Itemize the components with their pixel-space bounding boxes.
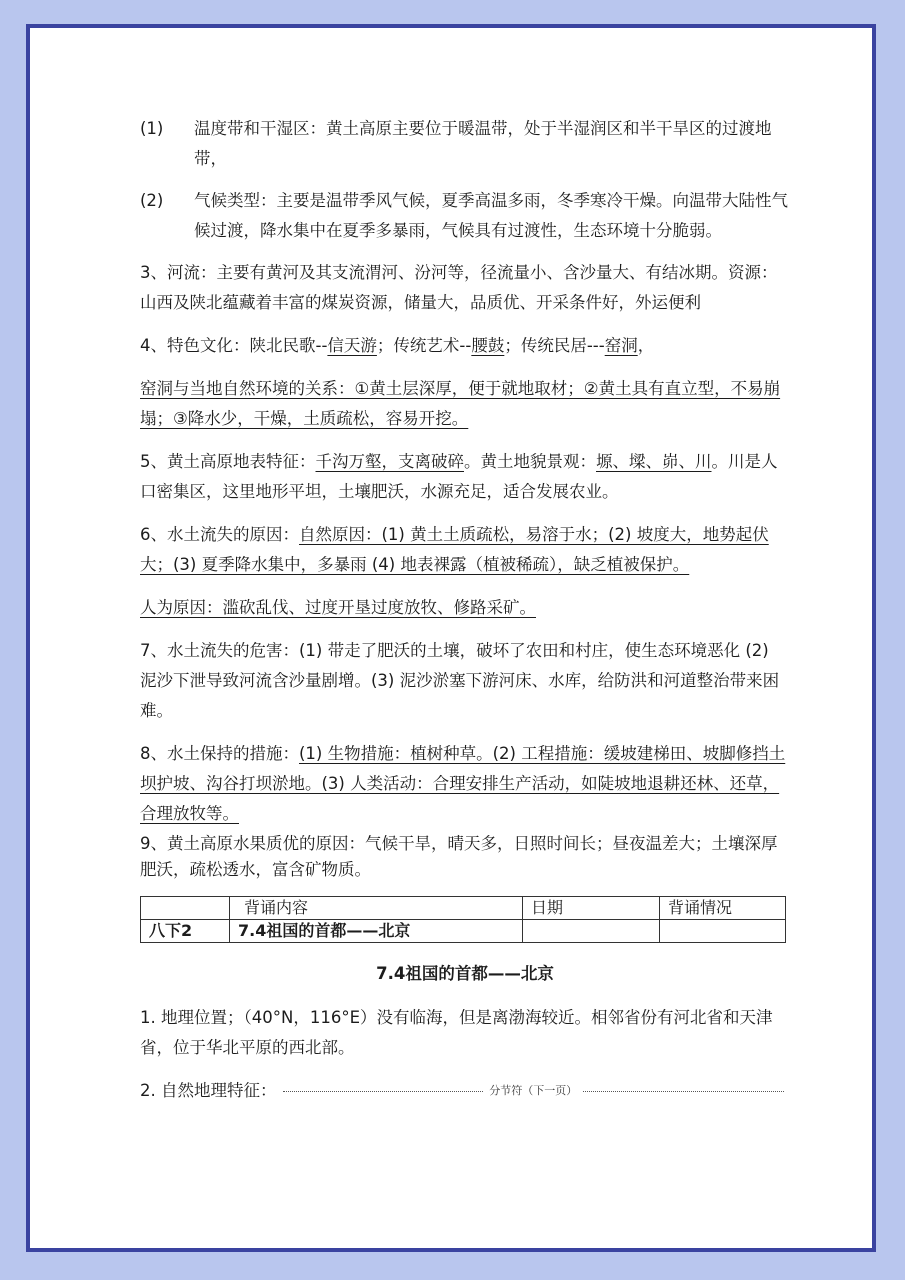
table-cell <box>660 920 786 943</box>
table-cell: 7.4祖国的首都——北京 <box>230 920 523 943</box>
paragraph-fruit: 9、黄土高原水果质优的原因：气候干旱，晴天多，日照时间长；昼夜温差大；土壤深厚肥沃，疏松透水，富含矿物质。 <box>140 834 778 879</box>
table-cell: 八下2 <box>141 920 230 943</box>
underlined-text: 腰鼓 <box>471 336 505 355</box>
table-row <box>141 920 786 943</box>
text: 6、水土流失的原因： <box>140 525 299 544</box>
paragraph-landform <box>140 447 790 507</box>
underlined-text: 窑洞 <box>604 336 638 355</box>
paragraph-erosion-causes <box>140 520 790 580</box>
table-cell: 日期 <box>523 897 660 920</box>
text: ， <box>637 336 655 355</box>
item-text: 气候类型：主要是温带季风气候，夏季高温多雨，冬季寒冷干燥。向温带大陆性气候过渡，降水集中在夏季多暴雨，气候具有过渡性，生态环境十分脆弱。 <box>194 191 788 240</box>
text: 。黄土地貌景观： <box>464 452 596 471</box>
paragraph-rivers: 3、河流：主要有黄河及其支流渭河、汾河等，径流量小、含沙量大、有结冰期。资源：山西及陕北蕴藏着丰富的煤炭资源，储量大，品质优、开采条件好，外运便利 <box>140 263 778 312</box>
table-cell <box>141 897 230 920</box>
underlined-text: 人为原因：滥砍乱伐、过度开垦过度放牧、修路采矿。 <box>140 598 536 617</box>
heading-natural-features: 2. 自然地理特征： <box>140 1081 277 1100</box>
underlined-text: 千沟万壑，支离破碎 <box>315 452 464 471</box>
paragraph-cave-dwelling <box>140 374 790 434</box>
table-header-row <box>141 897 786 920</box>
page-frame <box>26 24 876 1252</box>
list-item <box>140 186 790 246</box>
text: 4、特色文化：陕北民歌-- <box>140 336 328 355</box>
underlined-text: (1) 生物措施：植树种草。(2) 工程措施：缓坡建梯田、坡脚修挡土坝护坡、沟谷打坝淤地。(3) 人类活动：合理安排生产活动，如陡坡地退耕还林、还草，合理放牧等。 <box>140 744 786 823</box>
section-break-line <box>140 1076 790 1106</box>
text: 。川是人口密集区，这里地形平坦，土壤肥沃，水源充足，适合发展农业。 <box>140 452 778 501</box>
text: 5、黄土高原地表特征： <box>140 452 316 471</box>
underlined-text: 塬、墚、峁、川 <box>596 452 712 471</box>
table-cell <box>523 920 660 943</box>
table-cell: 背诵情况 <box>660 897 786 920</box>
document-body <box>140 114 790 1106</box>
underlined-text: 窑洞与当地自然环境的关系：①黄土层深厚，便于就地取材；②黄土具有直立型，不易崩塌；③降水少，干燥，土质疏松，容易开挖。 <box>140 379 781 428</box>
paragraph-conservation <box>140 739 790 829</box>
underlined-text: 自然原因：(1) 黄土土质疏松，易溶于水；(2) 坡度大，地势起伏大；(3) 夏季降水集中，多暴雨 (4) 地表裸露（植被稀疏），缺乏植被保护。 <box>140 525 769 574</box>
underlined-text: 信天游 <box>327 336 377 355</box>
item-text: 温度带和干湿区：黄土高原主要位于暖温带，处于半湿润区和半干旱区的过渡地带， <box>194 119 772 168</box>
paragraph-erosion-harm: 7、水土流失的危害：(1) 带走了肥沃的土壤，破坏了农田和村庄，使生态环境恶化 (2) 泥沙下泄导致河流含沙量剧增。(3) 泥沙淤塞下游河床、水库，给防洪和河道整治带来困难。 <box>140 641 780 720</box>
recitation-table <box>140 896 786 943</box>
paragraph-human-causes <box>140 593 790 623</box>
list-item <box>140 114 790 174</box>
text: 8、水土保持的措施： <box>140 744 299 763</box>
text: ；传统民居--- <box>504 336 605 355</box>
section-title: 7.4祖国的首都——北京 <box>376 964 554 983</box>
text: ；传统艺术-- <box>376 336 472 355</box>
paragraph-culture <box>140 331 790 361</box>
item-number: (2) <box>140 191 164 210</box>
paragraph-location: 1. 地理位置；（40°N，116°E）没有临海，但是离渤海较近。相邻省份有河北省和天津省，位于华北平原的西北部。 <box>140 1008 773 1057</box>
section-break-label: 分节符（下一页） <box>489 1084 578 1097</box>
item-number: (1) <box>140 119 164 138</box>
dotted-divider <box>583 1091 784 1092</box>
table-cell: 背诵内容 <box>230 897 523 920</box>
dotted-divider <box>283 1091 484 1092</box>
